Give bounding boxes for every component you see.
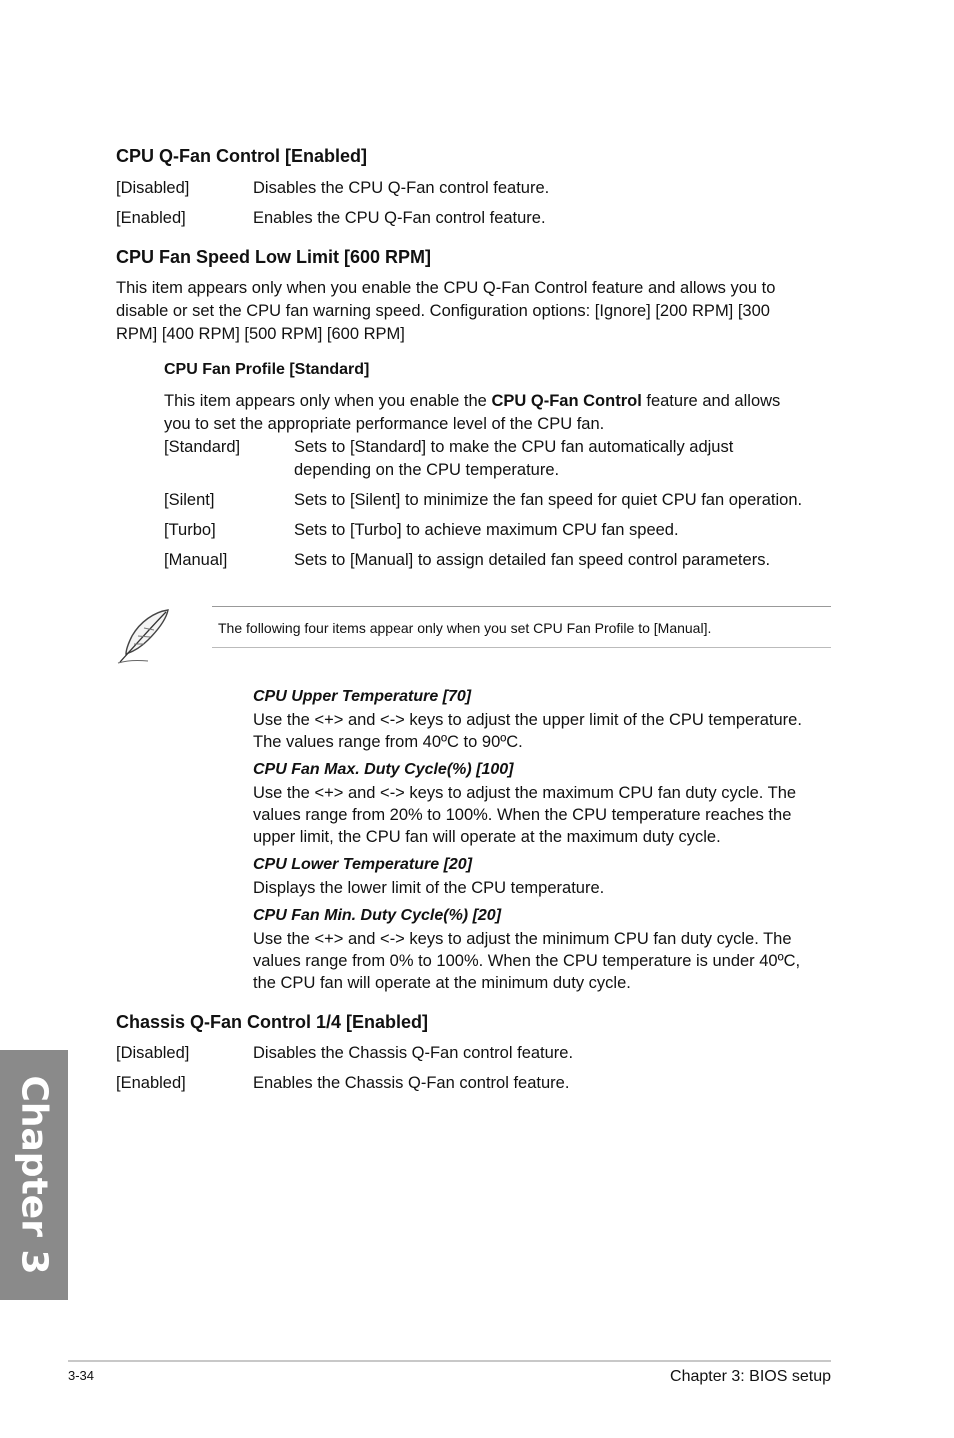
manual-item-heading: CPU Lower Temperature [20]	[253, 856, 473, 873]
option-key: [Enabled]	[116, 209, 186, 227]
option-desc: Sets to [Standard] to make the CPU fan automatically adjust	[294, 438, 734, 456]
feather-pen-icon	[114, 606, 174, 666]
option-desc: Sets to [Silent] to minimize the fan speed for quiet CPU fan operation.	[294, 491, 803, 509]
footer-chapter: Chapter 3: BIOS setup	[670, 1368, 831, 1385]
page-number: 3-34	[68, 1368, 95, 1383]
paragraph-line: disable or set the CPU fan warning speed. Configuration options: [Ignore] [200 RPM] [300	[116, 302, 770, 320]
chapter-side-tab	[0, 1050, 68, 1300]
paragraph-line: the CPU fan will operate at the minimum duty cycle.	[253, 974, 631, 992]
chassis-qfan-heading: Chassis Q-Fan Control 1/4 [Enabled]	[116, 1012, 429, 1032]
option-desc: Enables the CPU Q-Fan control feature.	[253, 209, 546, 227]
cpu-profile-intro-line2: you to set the appropriate performance level of the CPU fan.	[164, 415, 605, 433]
paragraph-line: values range from 20% to 100%. When the CPU temperature reaches the	[253, 806, 792, 824]
option-key: [Manual]	[164, 551, 228, 569]
cpu-profile-heading: CPU Fan Profile [Standard]	[164, 361, 370, 378]
cpu-low-limit-heading: CPU Fan Speed Low Limit [600 RPM]	[116, 247, 432, 267]
paragraph-line: Use the <+> and <-> keys to adjust the maximum CPU fan duty cycle. The	[253, 784, 797, 802]
paragraph-line: This item appears only when you enable the CPU Q-Fan Control feature and allows you to	[116, 279, 776, 297]
footer-rule	[68, 1360, 831, 1362]
intro-text: This item appears only when you enable the	[164, 392, 492, 410]
option-desc: Sets to [Turbo] to achieve maximum CPU fan speed.	[294, 521, 679, 539]
option-key: [Turbo]	[164, 521, 216, 539]
option-desc: Sets to [Manual] to assign detailed fan speed control parameters.	[294, 551, 771, 569]
paragraph-line: Displays the lower limit of the CPU temperature.	[253, 879, 605, 897]
intro-text: feature and allows	[641, 392, 781, 410]
option-key: [Silent]	[164, 491, 215, 509]
cpu-profile-intro	[164, 390, 780, 412]
option-desc: Disables the Chassis Q-Fan control feature.	[253, 1044, 574, 1062]
manual-item-heading: CPU Upper Temperature [70]	[253, 688, 472, 705]
paragraph-line: Use the <+> and <-> keys to adjust the minimum CPU fan duty cycle. The	[253, 930, 792, 948]
paragraph-line: Use the <+> and <-> keys to adjust the upper limit of the CPU temperature.	[253, 711, 802, 729]
cpu-qfan-heading: CPU Q-Fan Control [Enabled]	[116, 146, 367, 166]
manual-item-heading: CPU Fan Min. Duty Cycle(%) [20]	[253, 907, 502, 924]
paragraph-line: upper limit, the CPU fan will operate at the maximum duty cycle.	[253, 828, 721, 846]
option-key: [Disabled]	[116, 179, 190, 197]
intro-bold-term: CPU Q-Fan Control	[491, 392, 642, 410]
paragraph-line: The values range from 40ºC to 90ºC.	[253, 733, 523, 751]
option-key: [Standard]	[164, 438, 241, 456]
note-top-rule	[212, 606, 831, 607]
option-desc: Enables the Chassis Q-Fan control feature.	[253, 1074, 570, 1092]
note-bottom-rule	[212, 647, 831, 648]
option-desc: Disables the CPU Q-Fan control feature.	[253, 179, 550, 197]
manual-item-heading: CPU Fan Max. Duty Cycle(%) [100]	[253, 761, 514, 778]
note-text: The following four items appear only when you set CPU Fan Profile to [Manual].	[218, 620, 712, 636]
paragraph-line: values range from 0% to 100%. When the CPU temperature is under 40ºC,	[253, 952, 801, 970]
option-key: [Enabled]	[116, 1074, 186, 1092]
option-desc: depending on the CPU temperature.	[294, 461, 560, 479]
option-key: [Disabled]	[116, 1044, 190, 1062]
paragraph-line: RPM] [400 RPM] [500 RPM] [600 RPM]	[116, 325, 405, 343]
chapter-side-label: Chapter 3	[13, 1075, 55, 1275]
